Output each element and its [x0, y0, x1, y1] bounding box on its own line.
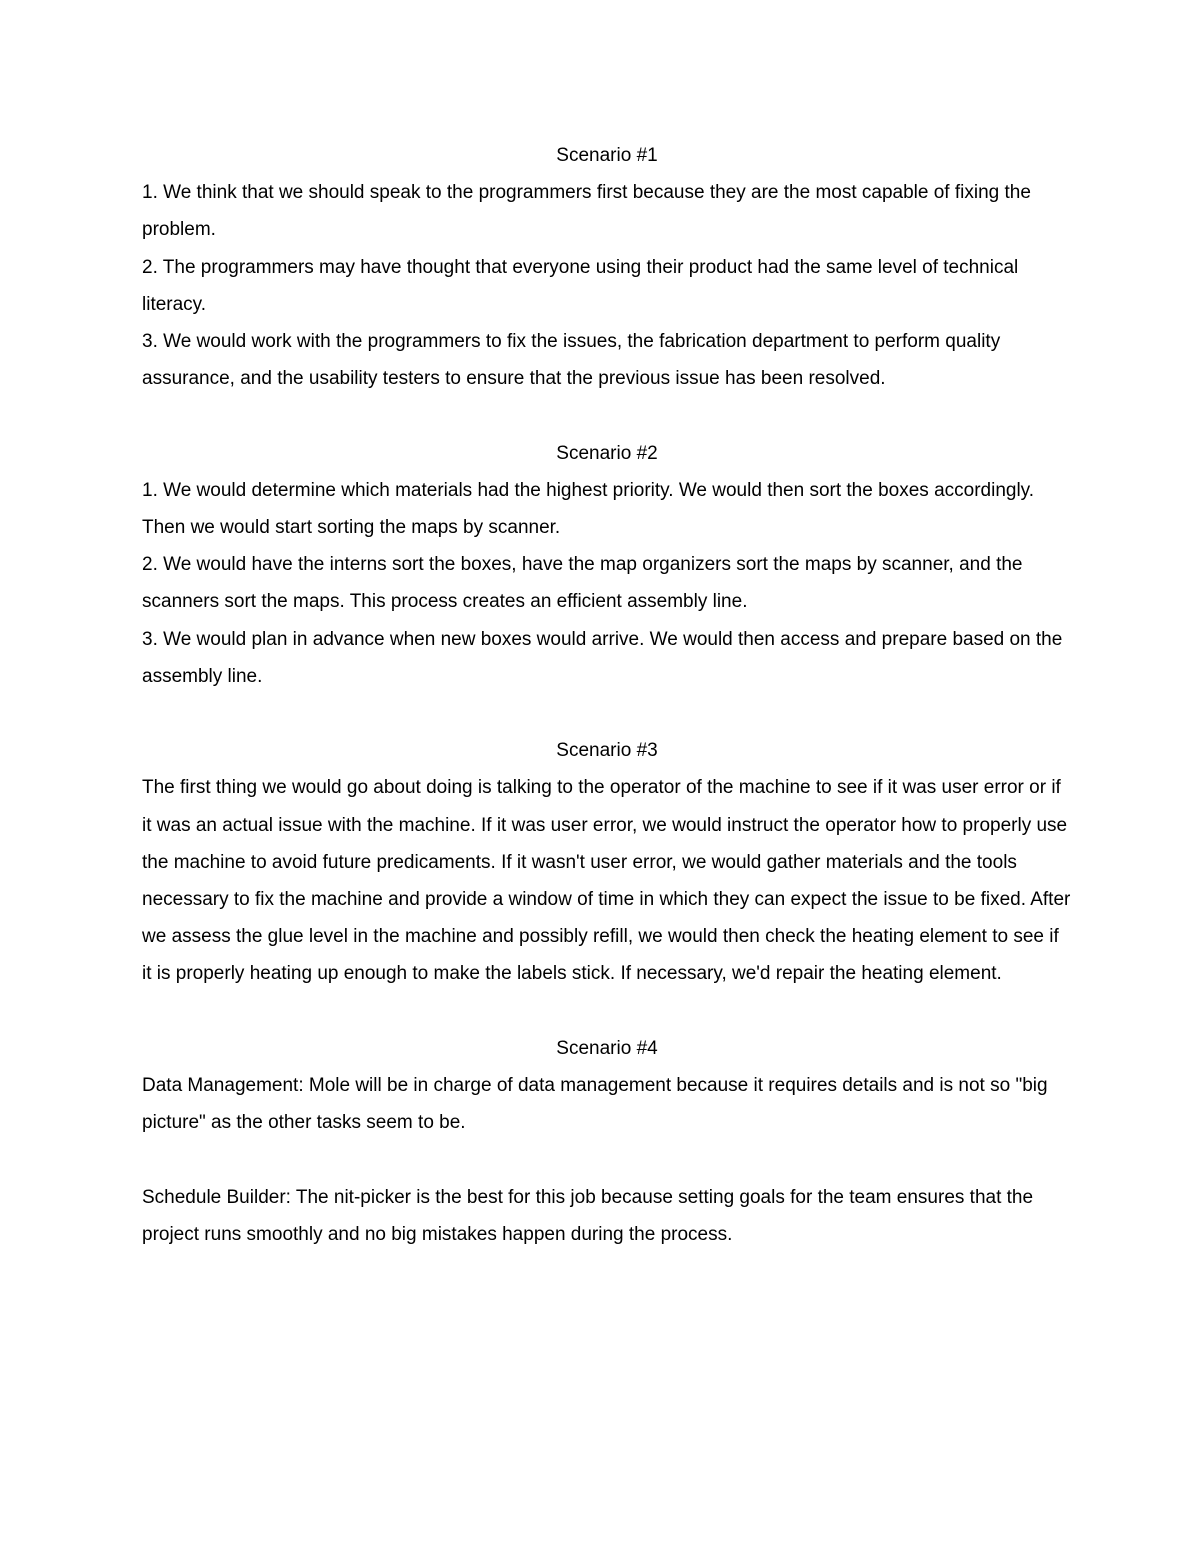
- scenario-1-item-3: 3. We would work with the programmers to fix the issues, the fabrication department to perform quality assurance, and the usability testers to ensure that the previous issue has been resolved.: [142, 331, 1001, 390]
- document-body: [142, 137, 1072, 1253]
- spacer: [142, 397, 1072, 434]
- data-management-paragraph: Data Management: Mole will be in charge of data management because it requires details and is not so "big picture" as the other tasks seem to be.: [142, 1075, 1048, 1134]
- scenario-4-title: Scenario #4: [556, 1037, 658, 1059]
- spacer: [142, 993, 1072, 1030]
- scenario-2-title: Scenario #2: [556, 442, 658, 464]
- scenario-1-item-1: 1. We think that we should speak to the programmers first because they are the most capable of fixing the problem.: [142, 182, 1031, 241]
- scenario-2-item-2: 2. We would have the interns sort the boxes, have the map organizers sort the maps by scanner, and the scanners sort the maps. This process creates an efficient assembly line.: [142, 554, 1023, 613]
- scenario-1-item-2: 2. The programmers may have thought that everyone using their product had the same level of technical literacy.: [142, 256, 1019, 315]
- scenario-3-title: Scenario #3: [556, 740, 658, 762]
- scenario-1-title: Scenario #1: [556, 145, 658, 166]
- scenario-3-paragraph: The first thing we would go about doing is talking to the operator of the machine to see if it was user error or if it was an actual issue with the machine. If it was user error, we would instruct the operator how to properly use the machine to avoid future predicaments. If it wasn't user error, we would gather materials and the tools necessary to fix the machine and provide a window of time in which they can expect the issue to be fixed. After we assess the glue level in the machine and possibly refill, we would then check the heating element to see if it is properly heating up enough to make the labels stick. If necessary, we'd repair the heating element.: [142, 777, 1071, 985]
- schedule-builder-paragraph: Schedule Builder: The nit-picker is the best for this job because setting goals for the team ensures that the project runs smoothly and no big mistakes happen during the process.: [142, 1186, 1034, 1245]
- spacer: [142, 695, 1072, 732]
- scenario-2-item-3: 3. We would plan in advance when new boxes would arrive. We would then access and prepare based on the assembly line.: [142, 628, 1063, 687]
- spacer: [142, 1141, 1072, 1178]
- scenario-2-item-1: 1. We would determine which materials had the highest priority. We would then sort the boxes accordingly. Then we would start sorting the maps by scanner.: [142, 479, 1035, 539]
